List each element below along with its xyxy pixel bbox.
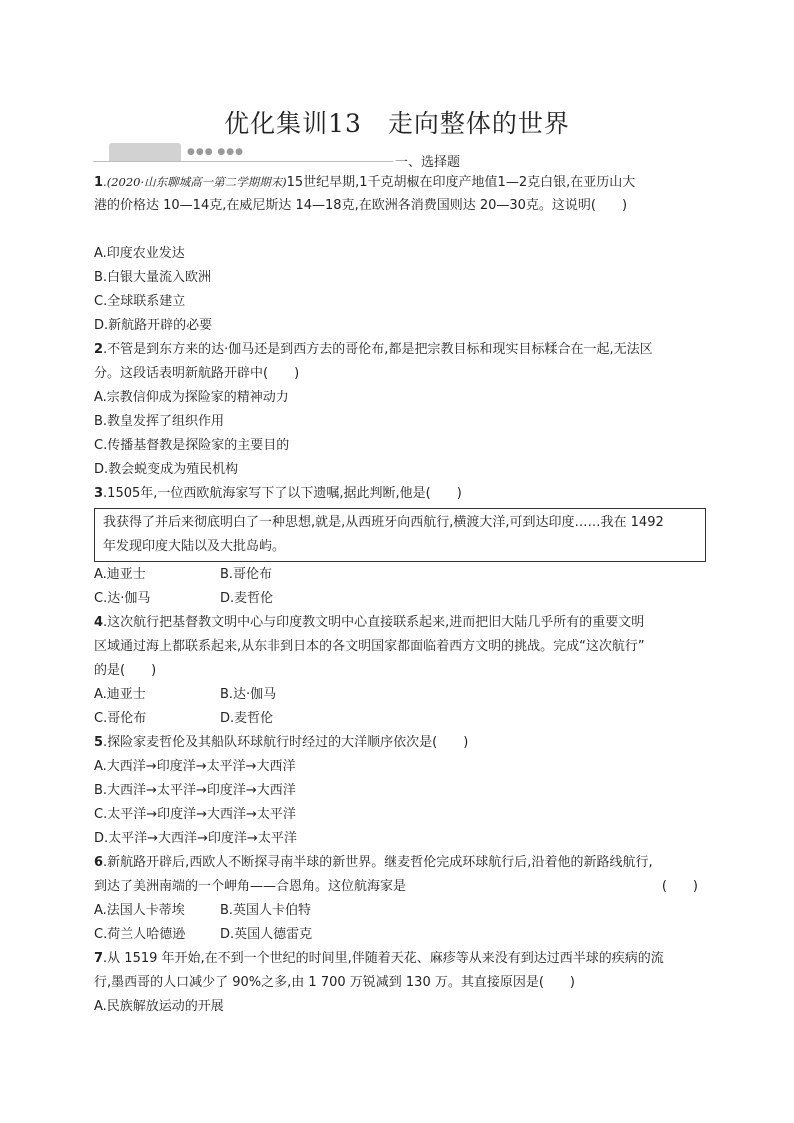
option-a: A.印度农业发达 bbox=[94, 246, 185, 261]
option-c: C.达·伽马 bbox=[94, 591, 151, 606]
option-c: C.全球联系建立 bbox=[94, 294, 186, 309]
section-label: 一、选择题 bbox=[395, 155, 461, 170]
question-number: 4 bbox=[94, 615, 104, 630]
section-tab bbox=[109, 143, 181, 162]
question-text: .不管是到东方来的达·伽马还是到西方去的哥伦布,都是把宗教目标和现实目标糅合在一起,无法区 bbox=[103, 342, 653, 357]
question-number: 5 bbox=[94, 735, 104, 750]
option-d: D.太平洋→大西洋→印度洋→太平洋 bbox=[94, 831, 297, 846]
question-text: 到达了美洲南端的一个岬角——合恩角。这位航海家是 bbox=[94, 879, 407, 894]
answer-bracket: ( ) bbox=[661, 879, 698, 894]
question-text: 港的价格达 10—14克,在威尼斯达 14—18克,在欧洲各消费国则达 20—30克。这说明( ) bbox=[94, 198, 628, 213]
question-text: .新航路开辟后,西欧人不断探寻南半球的新世界。继麦哲伦完成环球航行后,沿着他的新路线航行, bbox=[103, 855, 653, 870]
question-7 bbox=[94, 947, 704, 1019]
option-d: D.教会蜕变成为殖民机构 bbox=[94, 462, 239, 477]
option-c: C.荷兰人哈德逊 bbox=[94, 927, 186, 942]
question-text: 的是( ) bbox=[94, 663, 157, 678]
option-a: A.迪亚士 bbox=[94, 567, 146, 582]
question-list bbox=[94, 170, 704, 1019]
quote-box bbox=[94, 508, 706, 562]
option-b: B.英国人卡伯特 bbox=[220, 903, 312, 918]
option-b: B.教皇发挥了组织作用 bbox=[94, 414, 225, 429]
question-number: 3 bbox=[94, 486, 104, 501]
quote-text: 年发现印度大陆以及大批岛屿。 bbox=[103, 539, 286, 554]
option-c: C.太平洋→印度洋→大西洋→太平洋 bbox=[94, 807, 296, 822]
question-text: .1505年,一位西欧航海家写下了以下遗嘱,据此判断,他是( ) bbox=[103, 486, 462, 501]
question-number: 1 bbox=[94, 175, 104, 190]
section-divider bbox=[93, 161, 393, 162]
option-a: A.迪亚士 bbox=[94, 687, 146, 702]
option-b: B.达·伽马 bbox=[220, 687, 277, 702]
section-dots: ●●● ●●● bbox=[187, 147, 244, 157]
question-text: .这次航行把基督教文明中心与印度教文明中心直接联系起来,进而把旧大陆几乎所有的重要文明 bbox=[103, 615, 645, 630]
option-a: A.大西洋→印度洋→太平洋→大西洋 bbox=[94, 759, 296, 774]
option-b: B.哥伦布 bbox=[220, 567, 273, 582]
page-title: 优化集训13 走向整体的世界 bbox=[224, 109, 570, 138]
question-text: 15世纪早期,1千克胡椒在印度产地值1—2克白银,在亚历山大 bbox=[286, 175, 636, 190]
option-b: B.大西洋→太平洋→印度洋→大西洋 bbox=[94, 783, 296, 798]
question-number: 7 bbox=[94, 951, 104, 966]
option-d: D.新航路开辟的必要 bbox=[94, 318, 213, 333]
question-1 bbox=[94, 170, 704, 338]
question-4 bbox=[94, 611, 704, 731]
option-d: D.英国人德雷克 bbox=[220, 927, 313, 942]
option-c: C.哥伦布 bbox=[94, 711, 147, 726]
quote-text: 我获得了并后来彻底明白了一种思想,就是,从西班牙向西航行,横渡大洋,可到达印度……我在 1492 bbox=[103, 515, 664, 530]
question-number: 2 bbox=[94, 342, 104, 357]
question-number: 6 bbox=[94, 855, 104, 870]
question-text: .从 1519 年开始,在不到一个世纪的时间里,伴随着天花、麻疹等从来没有到达过西半球的疾病的流 bbox=[103, 951, 664, 966]
question-source: .(2020·山东聊城高一第二学期期末) bbox=[103, 175, 287, 189]
option-d: D.麦哲伦 bbox=[220, 591, 274, 606]
option-a: A.宗教信仰成为探险家的精神动力 bbox=[94, 390, 289, 405]
option-a: A.民族解放运动的开展 bbox=[94, 999, 224, 1014]
option-d: D.麦哲伦 bbox=[220, 711, 274, 726]
question-2 bbox=[94, 338, 704, 482]
option-c: C.传播基督教是探险家的主要目的 bbox=[94, 438, 290, 453]
question-text: 分。这段话表明新航路开辟中( ) bbox=[94, 366, 300, 381]
option-a: A.法国人卡蒂埃 bbox=[94, 903, 185, 918]
question-text: .探险家麦哲伦及其船队环球航行时经过的大洋顺序依次是( ) bbox=[103, 735, 469, 750]
question-text: 区域通过海上都联系起来,从东非到日本的各文明国家都面临着西方文明的挑战。完成“这次航行” bbox=[94, 639, 645, 654]
question-6 bbox=[94, 851, 704, 947]
question-5 bbox=[94, 731, 704, 851]
question-3 bbox=[94, 482, 704, 611]
section-header bbox=[93, 143, 703, 170]
question-text: 行,墨西哥的人口减少了 90%之多,由 1 700 万锐减到 130 万。其直接原因是( ) bbox=[94, 975, 575, 990]
option-b: B.白银大量流入欧洲 bbox=[94, 270, 212, 285]
